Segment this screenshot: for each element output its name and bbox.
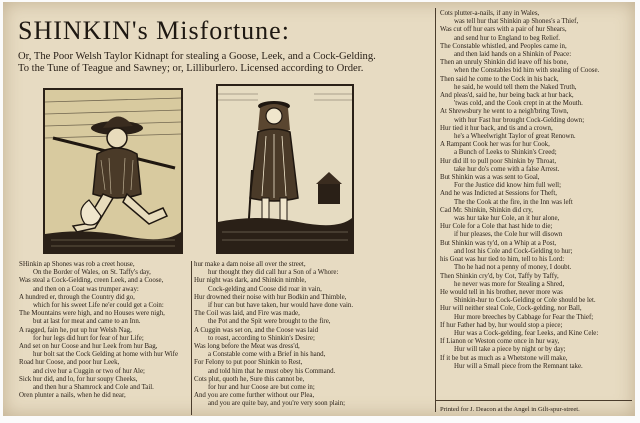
verse-line: If it be but as much as a Whetstone will make,: [440, 354, 568, 362]
woodcut-tailor-with-goose: [43, 88, 183, 254]
verse-line: Was long before the Meat was dress'd,: [194, 343, 300, 351]
verse-line: which for his sweet Life ne'er could get a Coin:: [33, 302, 164, 310]
verse-line: and you are quite bay, and you're very soon plain;: [208, 400, 346, 408]
column-rule: [191, 261, 192, 415]
broadside-subtitle: Or, The Poor Welsh Taylor Kidnapt for stealing a Goose, Leek, and a Cock-Gelding. To the Tune of Teague and Sawney; or, Lilliburlero. Licensed according to Order.: [18, 51, 376, 74]
verse-line: And set on hur Coose and hur Leek from hur Bag,: [19, 343, 158, 351]
verse-line: Hur Cole for a Cole that hast hide to die;: [440, 223, 553, 231]
verse-line: For Felony to put poor Shinkin to Rest,: [194, 359, 303, 367]
verse-line: if hur pleases, the Cole hur will disown: [454, 231, 563, 239]
verse-line: and then on a Coat was trumper away:: [33, 285, 139, 293]
verse-line: And pleas'd, said he, hur being back at hur back,: [440, 92, 574, 100]
verse-line: Was steal a Cock-Gelding, creen Leek, and a Coose,: [19, 277, 164, 285]
verse-line: But Shinkin was a was sent to Goal,: [440, 174, 540, 182]
verse-line: The Constable whistled, and Peoples came in,: [440, 42, 567, 50]
verse-line: Hur night was dark, and Shinkin nimble,: [194, 277, 307, 285]
verse-line: 'twas cold, and the Cook crept in at the Mouth.: [454, 100, 583, 108]
verse-line: when the Constables bid him with stealing of Coose.: [454, 67, 600, 75]
verse-line: Cad Mr. Shinkin, Shinkin did cry,: [440, 206, 533, 214]
verse-line: If Lianon or Weston come once in hur way,: [440, 338, 560, 346]
verse-line: was hur take hur Cole, an it hur alone,: [454, 215, 560, 223]
verse-line: he said, he would tell them the Naked Truth,: [454, 83, 577, 91]
column-rule: [435, 8, 436, 412]
verse-line: A Cuggin was set on, and the Coose was laid: [194, 326, 319, 334]
verse-line: Was cut off hur ears with a pair of hur Shears,: [440, 26, 567, 34]
verse-line: a Bunch of Leeks to Shinkin's Creed;: [454, 149, 557, 157]
verse-line: his Goat was hur tied to him, tell to his Lord:: [440, 256, 565, 264]
verse-line: a Constable come with a Brief in his hand,: [208, 351, 326, 359]
verse-line: On the Border of Wales, on St. Taffy's day,: [33, 269, 151, 277]
verse-line: with hur Fast hur brought Cock-Gelding down;: [454, 116, 585, 124]
verse-line: Hur did ill to pull poor Shinkin by Throat,: [440, 157, 557, 165]
verse-line: he's a Wheelwright Taylor of great Renown.: [454, 133, 576, 141]
verse-line: The Coil was laid, and Fire was made,: [194, 310, 300, 318]
verse-line: take hur do's come with a false Arrest.: [454, 165, 560, 173]
verse-line: The the Cook at the fire, in the Inn was left: [454, 198, 573, 206]
verse-line: And he was Indicted at Sessions for Theft,: [440, 190, 557, 198]
verse-line: and told him that he must obey his Command.: [208, 367, 336, 375]
verse-line: If hur Father had by, hur would stop a piece;: [440, 321, 563, 329]
verse-line: and cive hur a Cuggin or two of hur Ale;: [33, 367, 145, 375]
verse-line: He would tell in his brother, never more was: [440, 288, 563, 296]
verse-line: SHinkin ap Shones was rob a creet house,: [19, 261, 135, 268]
verse-line: and lost his Cole and Cock-Gelding to hur;: [454, 247, 573, 255]
verse-line: For the Justice did know him full well;: [454, 182, 561, 190]
verse-line: Then an unruly Shinkin did leave off his bone,: [440, 59, 569, 67]
verse-line: Hur will neither steal Cole, Cock-gelding, nor Ball,: [440, 305, 582, 313]
verse-line: Hur drowned their noise with hur Bodkin and Thimble,: [194, 293, 347, 301]
verse-column-2: [194, 261, 378, 416]
verse-column-3: [440, 10, 632, 410]
broadside-title: SHINKIN's Misfortune:: [18, 16, 290, 45]
verse-line: for hur and hur Coose are but come in;: [208, 384, 315, 392]
verse-line: Cots plutter-a-nails, if any in Wales,: [440, 10, 540, 17]
verse-line: hur bolt sat the Cock Gelding at home with hur Wife: [33, 351, 179, 359]
verse-line: The Mountains were high, and no Houses were nigh,: [19, 310, 165, 318]
verse-line: Tho he had not a penny of money, I doubt.: [454, 264, 572, 272]
verse-line: but at last for meat and came to an Inn.: [33, 318, 141, 326]
verse-line: Hur more breeches by Cabbage for Fear the Thief;: [454, 313, 594, 321]
verse-line: was tell hur that Shinkin ap Shones's a Thief,: [454, 18, 579, 26]
verse-line: to roast, according to Shinkin's Desire;: [208, 334, 315, 342]
woodcut-gentleman-with-cane: [216, 84, 354, 254]
verse-line: A Rampant Cook her was for hur Cook,: [440, 141, 550, 149]
verse-line: But Shinkin was ty'd, on a Whip at a Post,: [440, 239, 557, 247]
verse-line: Cock-gelding and Coose did roar in vain,: [208, 285, 322, 293]
broadside-sheet: [3, 2, 635, 416]
verse-line: Oren plunter a nails, when he did near,: [19, 392, 126, 400]
verse-line: and then laid hands on a Shinkin of Peace:: [454, 51, 572, 59]
verse-line: if hur can but have taken, hur would have done vain.: [208, 302, 354, 310]
verse-line: Shinkin-hur to Cock-Gelding or Cole should be let.: [454, 297, 596, 305]
verse-line: Hur was a Cock-gelding, fear Leeks, and Kine Cele:: [454, 329, 599, 337]
verse-line: Hur will take a piece by night or by day;: [454, 346, 566, 354]
verse-line: Road hur Coose, and poor hur Leek,: [19, 359, 120, 367]
verse-line: hur make a dam noise all over the street,: [194, 261, 306, 268]
verse-line: Hur tied it hur back, and tis and a crown,: [440, 124, 553, 132]
verse-line: A ragged, fain he, put up hur Welsh Nag,: [19, 326, 132, 334]
verse-line: Then Shinkin cry'd, by Cot, Taffy by Taffy,: [440, 272, 559, 280]
verse-line: for hur legs did hurt for fear of hur Life;: [33, 334, 144, 342]
verse-line: At Shrewsbury he went to a neigh'bring Town,: [440, 108, 569, 116]
verse-line: he never was more for Stealing a Shred,: [454, 280, 565, 288]
verse-line: Then said he come to the Cock in his back,: [440, 75, 559, 83]
verse-line: And you are come further without our Plea,: [194, 392, 315, 400]
verse-line: and send hur to England to beg Relief.: [454, 34, 561, 42]
verse-line: hur thought they did call hur a Son of a Whore:: [208, 269, 339, 277]
printer-imprint: Printed for J. Deacon at the Angel in Gilt-spur-street.: [440, 406, 580, 413]
verse-line: and then hur a Shamrock and Cole and Tail.: [33, 384, 154, 392]
verse-column-1: [19, 261, 191, 416]
verse-line: A hundred er, through the Country did go,: [19, 293, 135, 301]
verse-line: Cots plut, quoth he, Sure this cannot be,: [194, 375, 305, 383]
verse-line: the Pot and the Spit were brought to the fire,: [208, 318, 331, 326]
verse-line: Sick hur did, and lo, for hur soupy Cheeks,: [19, 375, 138, 383]
verse-line: Hur will a Small piece from the Remnant take.: [454, 362, 583, 370]
